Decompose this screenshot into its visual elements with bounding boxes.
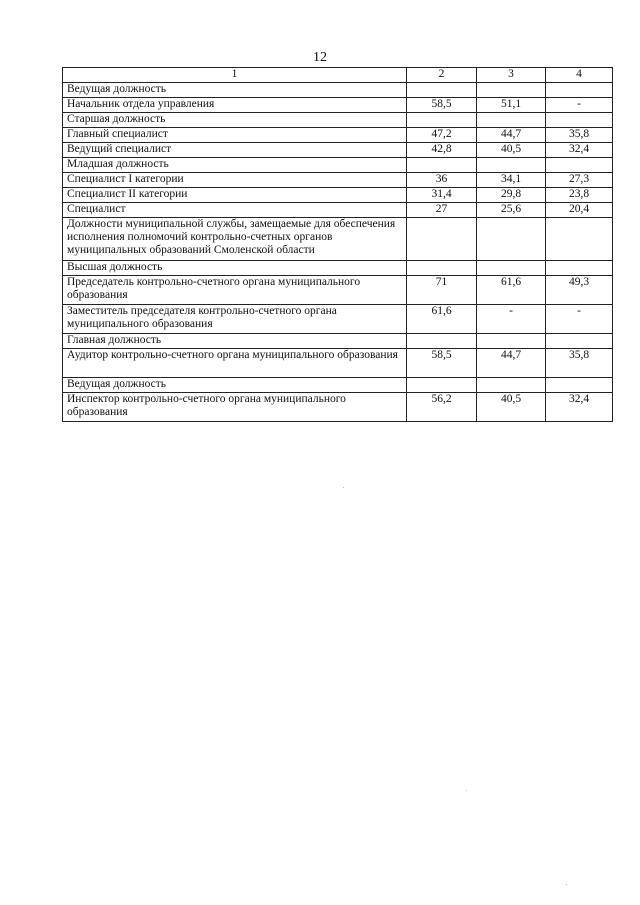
value-text: 58,5 (431, 98, 452, 110)
value-cell-col2 (407, 261, 477, 276)
value-text: 47,2 (431, 128, 452, 140)
value-text: 29,8 (500, 188, 522, 200)
value-cell-col4 (546, 83, 613, 98)
value-cell-col3 (477, 349, 546, 378)
value-text: - (509, 305, 513, 317)
scan-speck (343, 487, 344, 488)
position-label: Младшая должность (63, 158, 407, 173)
value-text: 36 (435, 173, 448, 185)
table-row (63, 158, 613, 173)
table-row (63, 188, 613, 203)
value-cell-col2 (407, 128, 477, 143)
value-text: 61,6 (431, 305, 452, 317)
value-cell-col2 (407, 218, 477, 261)
position-label: Главная должность (63, 334, 407, 349)
table-row (63, 218, 613, 261)
value-cell-col3 (477, 218, 546, 261)
table-row (63, 305, 613, 334)
table-row (63, 349, 613, 378)
table-row (63, 83, 613, 98)
salary-table (62, 67, 613, 422)
table-row (63, 378, 613, 393)
value-cell-col3 (477, 83, 546, 98)
value-text: - (577, 98, 581, 110)
value-cell-col3 (477, 378, 546, 393)
page-number: 12 (313, 50, 327, 65)
value-cell-col4 (546, 158, 613, 173)
value-cell-col2 (407, 83, 477, 98)
table-body (63, 68, 613, 422)
value-cell-col4 (546, 393, 613, 422)
value-cell-col3 (477, 158, 546, 173)
value-cell-col4 (546, 349, 613, 378)
table-row (63, 98, 613, 113)
position-label: Старшая должность (63, 113, 407, 128)
value-text: 44,7 (500, 128, 522, 140)
value-cell-col3 (477, 305, 546, 334)
value-text: 40,5 (500, 393, 522, 405)
value-cell-col4 (546, 128, 613, 143)
value-cell-col2 (407, 158, 477, 173)
value-text: 51,1 (500, 98, 522, 110)
value-cell-col3 (477, 276, 546, 305)
column-header-3: 3 (477, 68, 546, 83)
value-cell-col2 (407, 378, 477, 393)
value-cell-col2 (407, 188, 477, 203)
value-text: - (577, 305, 581, 317)
value-text: 40,5 (500, 143, 522, 155)
table-row (63, 203, 613, 218)
table-row (63, 276, 613, 305)
value-text: 56,2 (431, 393, 452, 405)
position-label: Ведущая должность (63, 83, 407, 98)
value-text: 32,4 (568, 143, 590, 155)
value-cell-col4 (546, 261, 613, 276)
value-cell-col2 (407, 113, 477, 128)
value-text: 61,6 (500, 276, 522, 288)
value-cell-col2 (407, 276, 477, 305)
table-row (63, 393, 613, 422)
value-text: 20,4 (568, 203, 590, 215)
value-cell-col4 (546, 188, 613, 203)
value-text: 49,3 (568, 276, 590, 288)
value-text: 71 (435, 276, 448, 288)
table-row (63, 261, 613, 276)
value-cell-col4 (546, 143, 613, 158)
value-text: 58,5 (431, 349, 452, 361)
value-cell-col4 (546, 113, 613, 128)
position-label: Главный специалист (63, 128, 407, 143)
position-label: Инспектор контрольно-счетного органа муниципального образования (63, 393, 407, 422)
value-text: 27,3 (568, 173, 590, 185)
table-row (63, 173, 613, 188)
table-header-row (63, 68, 613, 83)
value-cell-col2 (407, 143, 477, 158)
position-label: Специалист (63, 203, 407, 218)
value-text: 35,8 (568, 128, 590, 140)
value-cell-col4 (546, 334, 613, 349)
position-label: Начальник отдела управления (63, 98, 407, 113)
column-header-2: 2 (407, 68, 477, 83)
value-cell-col2 (407, 98, 477, 113)
column-header-4: 4 (546, 68, 613, 83)
scan-speck (566, 884, 567, 885)
value-text: 32,4 (568, 393, 590, 405)
value-text: 27 (435, 203, 448, 215)
position-label: Ведущий специалист (63, 143, 407, 158)
value-cell-col2 (407, 173, 477, 188)
value-cell-col3 (477, 128, 546, 143)
value-cell-col4 (546, 98, 613, 113)
value-cell-col3 (477, 113, 546, 128)
column-header-1: 1 (63, 68, 407, 83)
position-label: Аудитор контрольно-счетного органа муниципального образования (63, 349, 407, 378)
value-cell-col2 (407, 203, 477, 218)
value-cell-col2 (407, 305, 477, 334)
value-cell-col3 (477, 261, 546, 276)
value-text: 25,6 (500, 203, 522, 215)
value-cell-col4 (546, 378, 613, 393)
position-label: Должности муниципальной службы, замещаемые для обеспечения исполнения полномочий контрольно-счетных органов муниципальных образований Смоленской области (63, 218, 407, 261)
position-label: Ведущая должность (63, 378, 407, 393)
scan-speck (466, 790, 467, 791)
value-cell-col3 (477, 98, 546, 113)
table-row (63, 143, 613, 158)
value-cell-col4 (546, 305, 613, 334)
position-label: Специалист II категории (63, 188, 407, 203)
position-label: Специалист I категории (63, 173, 407, 188)
table-row (63, 128, 613, 143)
table-row (63, 113, 613, 128)
value-cell-col3 (477, 203, 546, 218)
value-cell-col3 (477, 143, 546, 158)
value-cell-col2 (407, 349, 477, 378)
value-cell-col4 (546, 276, 613, 305)
value-text: 44,7 (500, 349, 522, 361)
value-text: 31,4 (431, 188, 452, 200)
value-cell-col2 (407, 393, 477, 422)
value-cell-col4 (546, 203, 613, 218)
value-cell-col2 (407, 334, 477, 349)
position-label: Заместитель председателя контрольно-счетного органа муниципального образования (63, 305, 407, 334)
value-cell-col3 (477, 188, 546, 203)
value-cell-col4 (546, 218, 613, 261)
value-cell-col3 (477, 334, 546, 349)
value-cell-col3 (477, 173, 546, 188)
position-label: Высшая должность (63, 261, 407, 276)
value-text: 34,1 (500, 173, 522, 185)
value-text: 23,8 (568, 188, 590, 200)
position-label: Председатель контрольно-счетного органа муниципального образования (63, 276, 407, 305)
value-cell-col4 (546, 173, 613, 188)
value-text: 42,8 (431, 143, 452, 155)
table-row (63, 334, 613, 349)
value-cell-col3 (477, 393, 546, 422)
value-text: 35,8 (568, 349, 590, 361)
